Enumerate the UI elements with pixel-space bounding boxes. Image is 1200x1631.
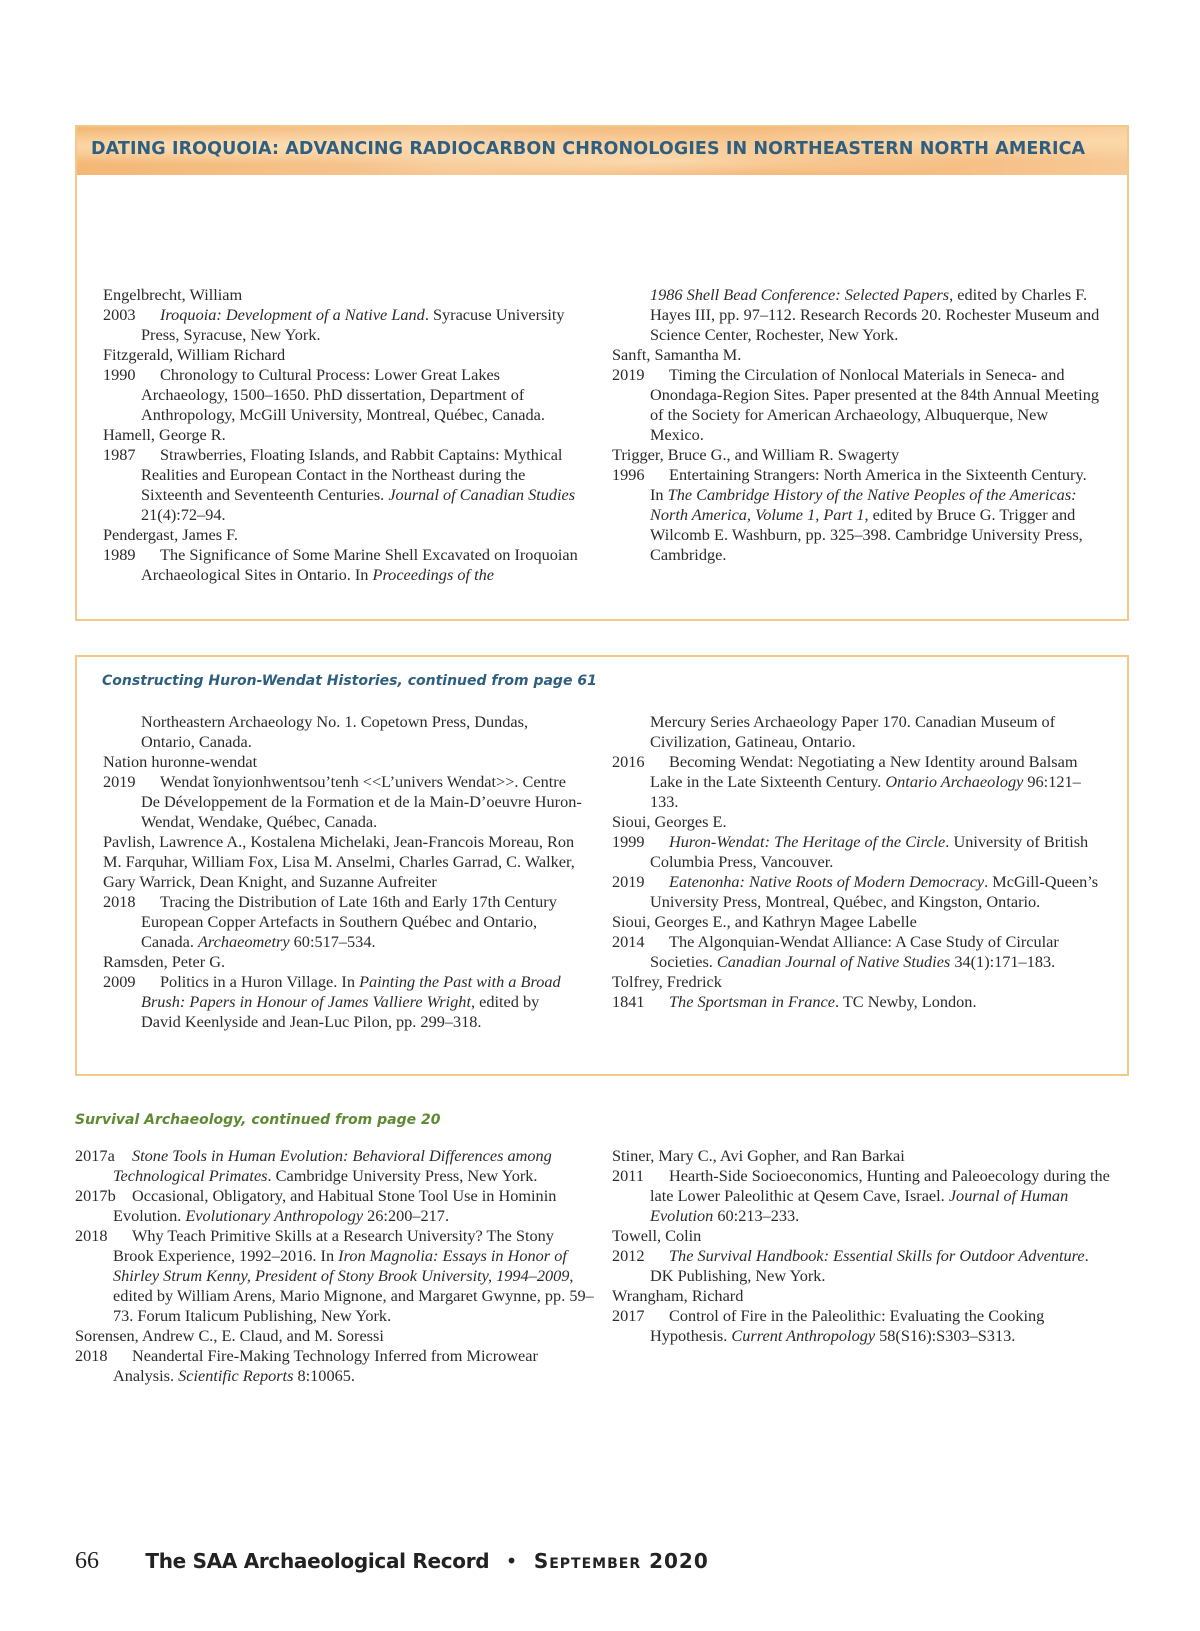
reference-entry (75, 1346, 595, 1386)
reference-year: 1999 (612, 832, 645, 851)
reference-year: 2019 (612, 872, 645, 891)
reference-year: 2014 (612, 932, 645, 951)
reference-entry (612, 1306, 1112, 1346)
reference-entry (103, 972, 583, 1032)
reference-text: Why Teach Primitive Skills at a Research University? The Stony Brook Experience, 1992–2016. In Iron Magnolia: Essays in Honor of Shirley Strum Kenny, President of Stony Brook University, 1994–2009, edited by William Arens, Mario Mignone, and Margaret Gwynne, pp. 59–73. Forum Italicum Publishing, New York. (113, 1226, 594, 1325)
reference-text: Wendat ĩonyionhwentsou’tenh <<L’univers Wendat>>. Centre De Développement de la Formation et de la Main-D’oeuvre Huron-Wendat, Wendake, Québec, Canada. (141, 772, 582, 831)
reference-text: Hearth-Side Socioeconomics, Hunting and Paleoecology during the late Lower Paleolithic at Qesem Cave, Israel. Journal of Human Evolution 60:213–233. (650, 1166, 1110, 1225)
journal-title: The SAA Archaeological Record (145, 1549, 490, 1573)
reference-author: Trigger, Bruce G., and William R. Swagerty (612, 445, 900, 464)
reference-author: Pavlish, Lawrence A., Kostalena Michelaki, Jean-Francois Moreau, Ron M. Farquhar, William Fox, Lisa M. Anselmi, Charles Garrad, C. Walker, Gary Warrick, Dean Knight, and Suzanne Aufreiter (103, 832, 575, 891)
reference-year: 2018 (103, 892, 136, 911)
reference-entry (612, 932, 1102, 972)
reference-text: Strawberries, Floating Islands, and Rabbit Captains: Mythical Realities and European Contact in the Northeast during the Sixteenth and Seventeenth Centuries. Journal of Canadian Studies 21(4):72–94. (141, 445, 576, 524)
reference-entry (103, 892, 583, 952)
reference-author: Wrangham, Richard (612, 1286, 744, 1305)
reference-year: 2018 (75, 1226, 108, 1245)
reference-year: 2018 (75, 1346, 108, 1365)
page-footer (75, 1548, 709, 1575)
reference-author: Stiner, Mary C., Avi Gopher, and Ran Barkai (612, 1146, 905, 1165)
continued-label: Survival Archaeology, continued from page 20 (75, 1112, 441, 1128)
reference-year: 2003 (103, 305, 136, 324)
reference-entry (612, 832, 1102, 872)
reference-year: 1987 (103, 445, 136, 464)
issue-date: September 2020 (533, 1549, 709, 1573)
reference-entry (103, 772, 583, 832)
reference-entry (75, 1146, 595, 1186)
reference-year: 2017b (75, 1186, 116, 1205)
reference-author: Sioui, Georges E., and Kathryn Magee Labelle (612, 912, 917, 931)
reference-year: 2019 (612, 365, 645, 384)
reference-text: The Survival Handbook: Essential Skills for Outdoor Adventure. DK Publishing, New York. (650, 1246, 1089, 1285)
reference-author: Towell, Colin (612, 1226, 702, 1245)
reference-text: Tracing the Distribution of Late 16th and Early 17th Century European Copper Artefacts in Southern Québec and Ontario, Canada. Archaeometry 60:517–534. (141, 892, 557, 951)
reference-year: 2011 (612, 1166, 644, 1185)
reference-text: Occasional, Obligatory, and Habitual Stone Tool Use in Hominin Evolution. Evolutionary Anthropology 26:200–217. (113, 1186, 557, 1225)
reference-entry (612, 365, 1102, 445)
reference-continuation: 1986 Shell Bead Conference: Selected Papers, edited by Charles F. Hayes III, pp. 97–112. Research Records 20. Rochester Museum and Science Center, Rochester, New York. (650, 285, 1100, 344)
reference-author: Pendergast, James F. (103, 525, 238, 544)
reference-author: Nation huronne-wendat (103, 752, 258, 771)
reference-author: Tolfrey, Fredrick (612, 972, 722, 991)
reference-text: Neandertal Fire-Making Technology Inferred from Microwear Analysis. Scientific Reports 8:10065. (113, 1346, 538, 1385)
reference-text: Iroquoia: Development of a Native Land. Syracuse University Press, Syracuse, New York. (141, 305, 565, 344)
reference-year: 2012 (612, 1246, 645, 1265)
reference-text: The Sportsman in France. TC Newby, London. (669, 992, 977, 1011)
reference-entry (612, 752, 1102, 812)
reference-author: Fitzgerald, William Richard (103, 345, 286, 364)
banner-title: DATING IROQUOIA: ADVANCING RADIOCARBON CHRONOLOGIES IN NORTHEASTERN NORTH AMERICA (91, 139, 1086, 159)
reference-column (612, 712, 1102, 1012)
reference-author: Hamell, George R. (103, 425, 226, 444)
reference-column (75, 1146, 595, 1386)
reference-year: 2019 (103, 772, 136, 791)
reference-text: The Algonquian-Wendat Alliance: A Case Study of Circular Societies. Canadian Journal of Native Studies 34(1):171–183. (650, 932, 1059, 971)
reference-year: 1990 (103, 365, 136, 384)
footer-bullet: • (505, 1549, 518, 1573)
reference-entry (612, 992, 1102, 1012)
reference-year: 2017 (612, 1306, 645, 1325)
reference-year: 1841 (612, 992, 645, 1011)
reference-year: 2016 (612, 752, 645, 771)
reference-text: Huron-Wendat: The Heritage of the Circle. University of British Columbia Press, Vancouver. (650, 832, 1089, 871)
reference-text: Eatenonha: Native Roots of Modern Democracy. McGill-Queen’s University Press, Montreal, Québec, and Kingston, Ontario. (650, 872, 1099, 911)
reference-author: Sioui, Georges E. (612, 812, 727, 831)
reference-text: Timing the Circulation of Nonlocal Materials in Seneca- and Onondaga-Region Sites. Paper presented at the 84th Annual Meeting of the Society for American Archaeology, Albuquerque, New Mexico. (650, 365, 1099, 444)
reference-year: 2017a (75, 1146, 115, 1165)
reference-text: Control of Fire in the Paleolithic: Evaluating the Cooking Hypothesis. Current Anthropology 58(S16):S303–S313. (650, 1306, 1045, 1345)
reference-year: 1989 (103, 545, 136, 564)
reference-author: Sorensen, Andrew C., E. Claud, and M. Soressi (75, 1326, 384, 1345)
reference-entry (103, 545, 583, 585)
reference-entry (75, 1226, 595, 1326)
reference-entry (612, 1166, 1112, 1226)
continued-label: Constructing Huron-Wendat Histories, continued from page 61 (102, 673, 597, 689)
reference-entry (612, 465, 1102, 565)
reference-entry (75, 1186, 595, 1226)
reference-text: Becoming Wendat: Negotiating a New Identity around Balsam Lake in the Late Sixteenth Century. Ontario Archaeology 96:121–133. (650, 752, 1081, 811)
page-number: 66 (75, 1548, 99, 1574)
reference-entry (103, 305, 583, 345)
reference-entry (612, 872, 1102, 912)
reference-column (612, 1146, 1112, 1346)
reference-year: 2009 (103, 972, 136, 991)
reference-continuation: Northeastern Archaeology No. 1. Copetown Press, Dundas, Ontario, Canada. (141, 712, 529, 751)
reference-column (103, 285, 583, 585)
reference-entry (103, 445, 583, 525)
reference-text: Stone Tools in Human Evolution: Behavioral Differences among Technological Primates. Cambridge University Press, New York. (113, 1146, 552, 1185)
reference-text: Chronology to Cultural Process: Lower Great Lakes Archaeology, 1500–1650. PhD dissertation, Department of Anthropology, McGill University, Montreal, Québec, Canada. (141, 365, 545, 424)
reference-author: Engelbrecht, William (103, 285, 243, 304)
reference-text: Politics in a Huron Village. In Painting the Past with a Broad Brush: Papers in Honour of James Valliere Wright, edited by David Keenlyside and Jean-Luc Pilon, pp. 299–318. (141, 972, 561, 1031)
section-banner (77, 127, 1127, 175)
reference-author: Sanft, Samantha M. (612, 345, 742, 364)
reference-year: 1996 (612, 465, 645, 484)
reference-text: Entertaining Strangers: North America in the Sixteenth Century. In The Cambridge History of the Native Peoples of the Americas: North America, Volume 1, Part 1, edited by Bruce G. Trigger and Wilcomb E. Washburn, pp. 325–398. Cambridge University Press, Cambridge. (650, 465, 1087, 564)
reference-column (103, 712, 583, 1032)
reference-entry (612, 1246, 1112, 1286)
reference-continuation: Mercury Series Archaeology Paper 170. Canadian Museum of Civilization, Gatineau, Ontario. (650, 712, 1056, 751)
reference-column (612, 285, 1102, 565)
reference-text: The Significance of Some Marine Shell Excavated on Iroquoian Archaeological Sites in Ontario. In Proceedings of the (141, 545, 578, 584)
reference-entry (103, 365, 583, 425)
reference-author: Ramsden, Peter G. (103, 952, 226, 971)
